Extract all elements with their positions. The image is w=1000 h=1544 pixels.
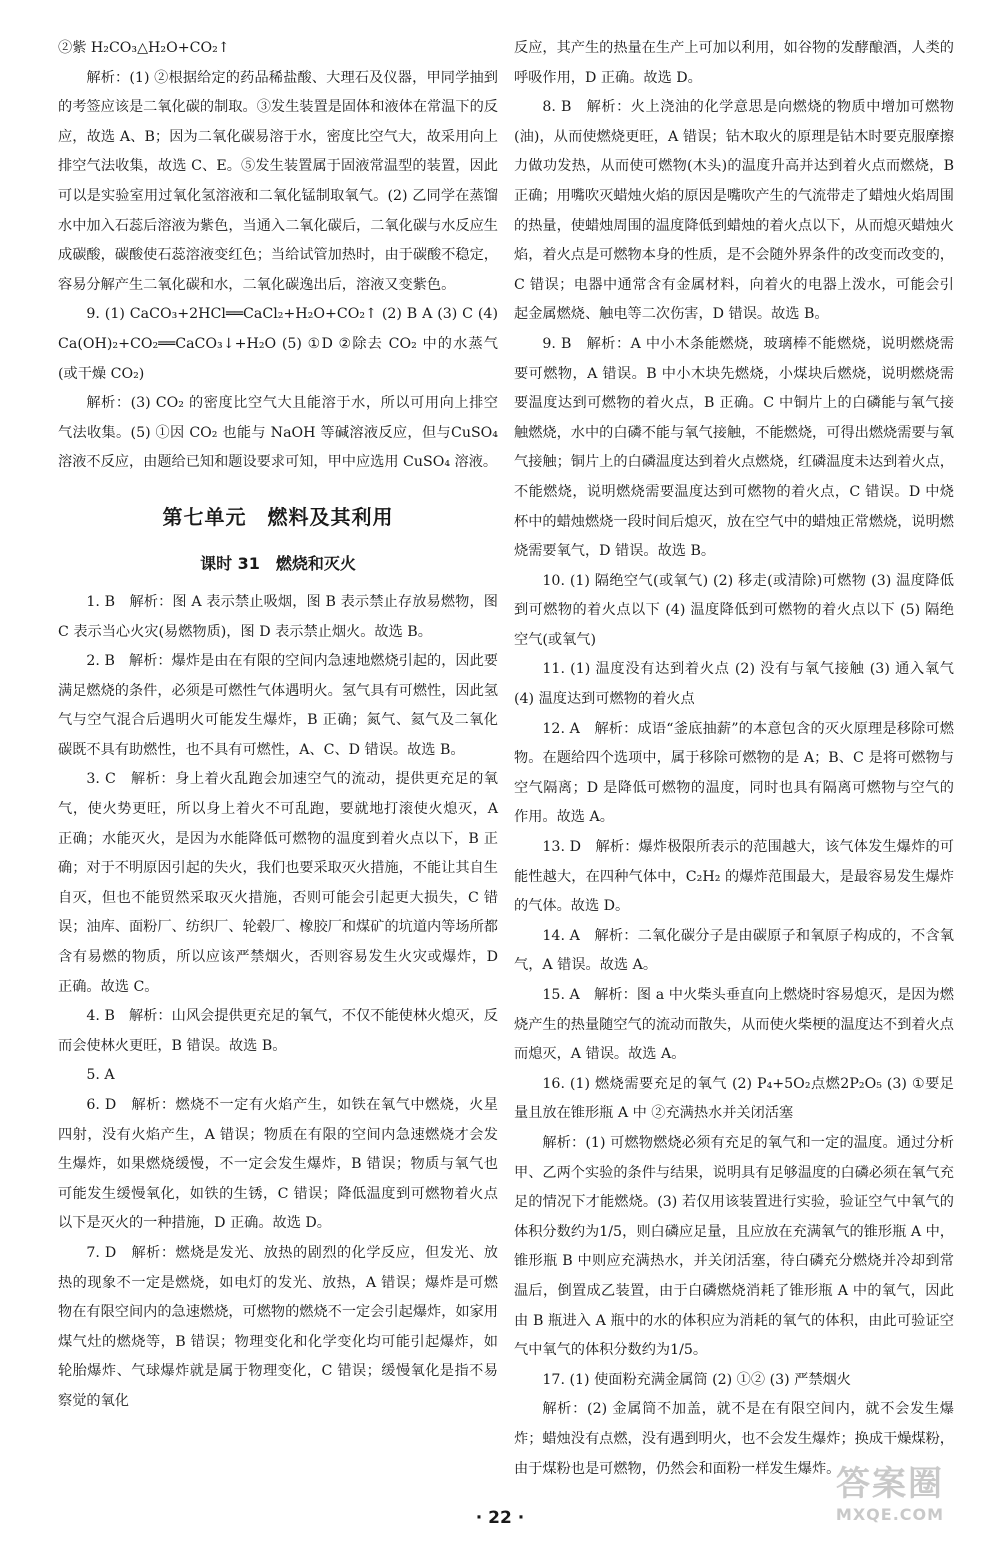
answer-7-continuation: 反应，其产生的热量在生产上可加以利用，如谷物的发酵酿酒，人类的呼吸作用，D 正确。故选 D。 [514, 40, 954, 86]
explanation-9: 解析：(3) CO₂ 的密度比空气大且能溶于水，所以可用向上排空气法收集。(5) ①因 CO₂ 也能与 NaOH 等碱溶液反应，但与CuSO₄溶液不反应，由题给已知和题设要求可知，甲中应选用 CuSO₄ 溶液。 [58, 395, 498, 471]
answer-9: 9. (1) CaCO₃+2HCl══CaCl₂+H₂O+CO₂↑ (2) B A (3) C (4) Ca(OH)₂+CO₂══CaCO₃↓+H₂O (5) ①D ②除去 CO₂ 中的水蒸气(或干燥 CO₂) [58, 306, 498, 382]
answer-4: 4. B 解析：山风会提供更充足的氧气，不仅不能使林火熄灭，反而会使林火更旺，B 错误。故选 B。 [58, 1008, 498, 1054]
explanation-16: 解析：(1) 可燃物燃烧必须有充足的氧气和一定的温度。通过分析甲、乙两个实验的条件与结果，说明具有足够温度的白磷必须在氧气充足的情况下才能燃烧。(3) 若仅用该装置进行实验，验证空气中氧气的体积分数约为1/5，则白磷应足量，且应放在充满氧气的锥形瓶 A 中，锥形瓶 B 中则应充满热水，并关闭活塞，待白磷充分燃烧并冷却到常温后，倒置成乙装置，由于白磷燃烧消耗了锥形瓶 A 中的氧气，因此由 B 瓶进入 A 瓶中的水的体积应为消耗的氧气的体积，由此可验证空气中氧气的体积分数约为1/5。 [514, 1134, 954, 1359]
watermark-sub-text: MXQE.COM [835, 1505, 945, 1524]
unit-title: 第七单元 燃料及其利用 [162, 504, 394, 529]
answer-16: 16. (1) 燃烧需要充足的氧气 (2) P₄+5O₂点燃2P₂O₅ (3) ①要足量且放在锥形瓶 A 中 ②充满热水并关闭活塞 [514, 1075, 954, 1122]
watermark-main-text: 答案圈 [836, 1464, 944, 1504]
page-number: · 22 · [475, 1508, 525, 1528]
answer-8: 8. B 解析：火上浇油的化学意思是向燃烧的物质中增加可燃物(油)，从而使燃烧更旺，A 错误；钻木取火的原理是钻木时要克服摩擦力做功发热，从而使可燃物(木头)的温度升高并达到着火点而燃烧，B 正确；用嘴吹灭蜡烛火焰的原因是嘴吹产生的气流带走了蜡烛火焰周围的热量，使蜡烛周围的温度降低到蜡烛的着火点以下，从而熄灭蜡烛火焰，着火点是可燃物本身的性质，是不会随外界条件的改变而改变的，C 错误；电器中通常含有金属材料，向着火的电器上泼水，可能会引起金属燃烧、触电等二次伤害，D 错误。故选 B。 [514, 99, 954, 323]
answer-7: 7. D 解析：燃烧是发光、放热的剧烈的化学反应，但发光、放热的现象不一定是燃烧，如电灯的发光、放热，A 错误；爆炸是可燃物在有限空间内的急速燃烧，可燃物的燃烧不一定会引起爆炸，如家用煤气灶的燃烧等，B 错误；物理变化和化学变化均可能引起爆炸，如轮胎爆炸、气球爆炸就是属于物理变化，C 错误；缓慢氧化是指不易察觉的氧化 [58, 1244, 498, 1409]
watermark-logo [810, 1464, 970, 1534]
answer-14: 14. A 解析：二氧化碳分子是由碳原子和氧原子构成的，不含氧气，A 错误。故选 A。 [514, 927, 954, 974]
answer-12: 12. A 解析：成语“釜底抽薪”的本意包含的灭火原理是移除可燃物。在题给四个选项中，属于移除可燃物的是 A；B、C 是将可燃物与空气隔离；D 是降低可燃物的温度，同时也具有隔离可燃物与空气的作用。故选 A。 [514, 720, 954, 826]
answer-2: 2. B 解析：爆炸是由在有限的空间内急速地燃烧引起的，因此要满足燃烧的条件，必须是可燃性气体遇明火。氢气具有可燃性，因此氢气与空气混合后遇明火可能发生爆炸，B 正确；氮气、氦气及二氧化碳既不具有助燃性，也不具有可燃性，A、C、D 错误。故选 B。 [58, 653, 498, 758]
explanation-8: 解析：(1) ②根据给定的药品稀盐酸、大理石及仪器，甲同学抽到的考签应该是二氧化碳的制取。③发生装置是固体和液体在常温下的反应，故选 A、B；因为二氧化碳易溶于水，密度比空气大，故采用向上排空气法收集，故选 C、E。⑤发生装置属于固液常温型的装置，因此可以是实验室用过氧化氢溶液和二氧化锰制取氧气。(2) 乙同学在蒸馏水中加入石蕊后溶液为紫色，当通入二氧化碳后，二氧化碳与水反应生成碳酸，碳酸使石蕊溶液变红色；当给试管加热时，由于碳酸不稳定，容易分解产生二氧化碳和水，二氧化碳逸出后，溶液又变紫色。 [58, 69, 498, 293]
explanation-17: 解析：(2) 金属筒不加盖，就不是在有限空间内，就不会发生爆炸；蜡烛没有点燃，没有遇到明火，也不会发生爆炸；换成干燥煤粉，由于煤粉也是可燃物，仍然会和面粉一样发生爆炸。 [514, 1401, 954, 1477]
answer-17: 17. (1) 使面粉充满金属筒 (2) ①② (3) 严禁烟火 [542, 1371, 851, 1388]
left-column [58, 34, 498, 1417]
answer-3: 3. C 解析：身上着火乱跑会加速空气的流动，提供更充足的氧气，使火势更旺，所以身上着火不可乱跑，要就地打滚使火熄灭，A 正确；水能灭火，是因为水能降低可燃物的温度到着火点以下，B 正确；对于不明原因引起的失火，我们也要采取灭火措施，不能让其自生自灭，但也不能贸然采取灭火措施，否则可能会引起更大损失，C 错误；油库、面粉厂、纺织厂、轮毂厂、橡胶厂和煤矿的坑道内等场所都含有易燃的物质，所以应该严禁烟火，否则容易发生火灾或爆炸，D 正确。故选 C。 [58, 771, 498, 995]
answer-1: 1. B 解析：图 A 表示禁止吸烟，图 B 表示禁止存放易燃物，图 C 表示当心火灾(易燃物质)，图 D 表示禁止烟火。故选 B。 [58, 593, 498, 640]
answer-5: 5. A [86, 1067, 115, 1084]
answer-10: 10. (1) 隔绝空气(或氧气) (2) 移走(或清除)可燃物 (3) 温度降低到可燃物的着火点以下 (4) 温度降低到可燃物的着火点以下 (5) 隔绝空气(或氧气) [514, 572, 954, 648]
answer-8-continuation: ②紫 H₂CO₃△H₂O+CO₂↑ [58, 40, 230, 56]
answer-6: 6. D 解析：燃烧不一定有火焰产生，如铁在氧气中燃烧，火星四射，没有火焰产生，A 错误；物质在有限的空间内急速燃烧才会发生爆炸，如果燃烧缓慢，不一定会发生爆炸，B 错误；物质与氧气也可能发生缓慢氧化，如铁的生锈，C 错误；降低温度到可燃物着火点以下是灭火的一种措施，D 正确。故选 D。 [58, 1097, 498, 1232]
lesson-title: 课时 31 燃烧和灭火 [200, 553, 356, 573]
answer-9-lesson: 9. B 解析：A 中小木条能燃烧，玻璃棒不能燃烧，说明燃烧需要可燃物，A 错误。B 中小木块先燃烧，小煤块后燃烧，说明燃烧需要温度达到可燃物的着火点，B 正确。C 中铜片上的白磷能与氧气接触燃烧，水中的白磷不能与氧气接触，不能燃烧，可得出燃烧需要与氧气接触；铜片上的白磷温度达到着火点燃烧，红磷温度未达到着火点，不能燃烧，说明燃烧需要温度达到可燃物的着火点，C 错误。D 中烧杯中的蜡烛燃烧一段时间后熄灭，放在空气中的蜡烛正常燃烧，说明燃烧需要氧气，D 错误。故选 B。 [514, 335, 954, 560]
answer-15: 15. A 解析：图 a 中火柴头垂直向上燃烧时容易熄灭，是因为燃烧产生的热量随空气的流动而散失，从而使火柴梗的温度达不到着火点而熄灭，A 错误。故选 A。 [514, 987, 954, 1063]
answer-13: 13. D 解析：爆炸极限所表示的范围越大，该气体发生爆炸的可能性越大，在四种气体中，C₂H₂ 的爆炸范围最大，是最容易发生爆炸的气体。故选 D。 [514, 839, 954, 915]
answer-11: 11. (1) 温度没有达到着火点 (2) 没有与氧气接触 (3) 通入氧气 (4) 温度达到可燃物的着火点 [514, 661, 954, 708]
right-column [514, 34, 954, 1484]
